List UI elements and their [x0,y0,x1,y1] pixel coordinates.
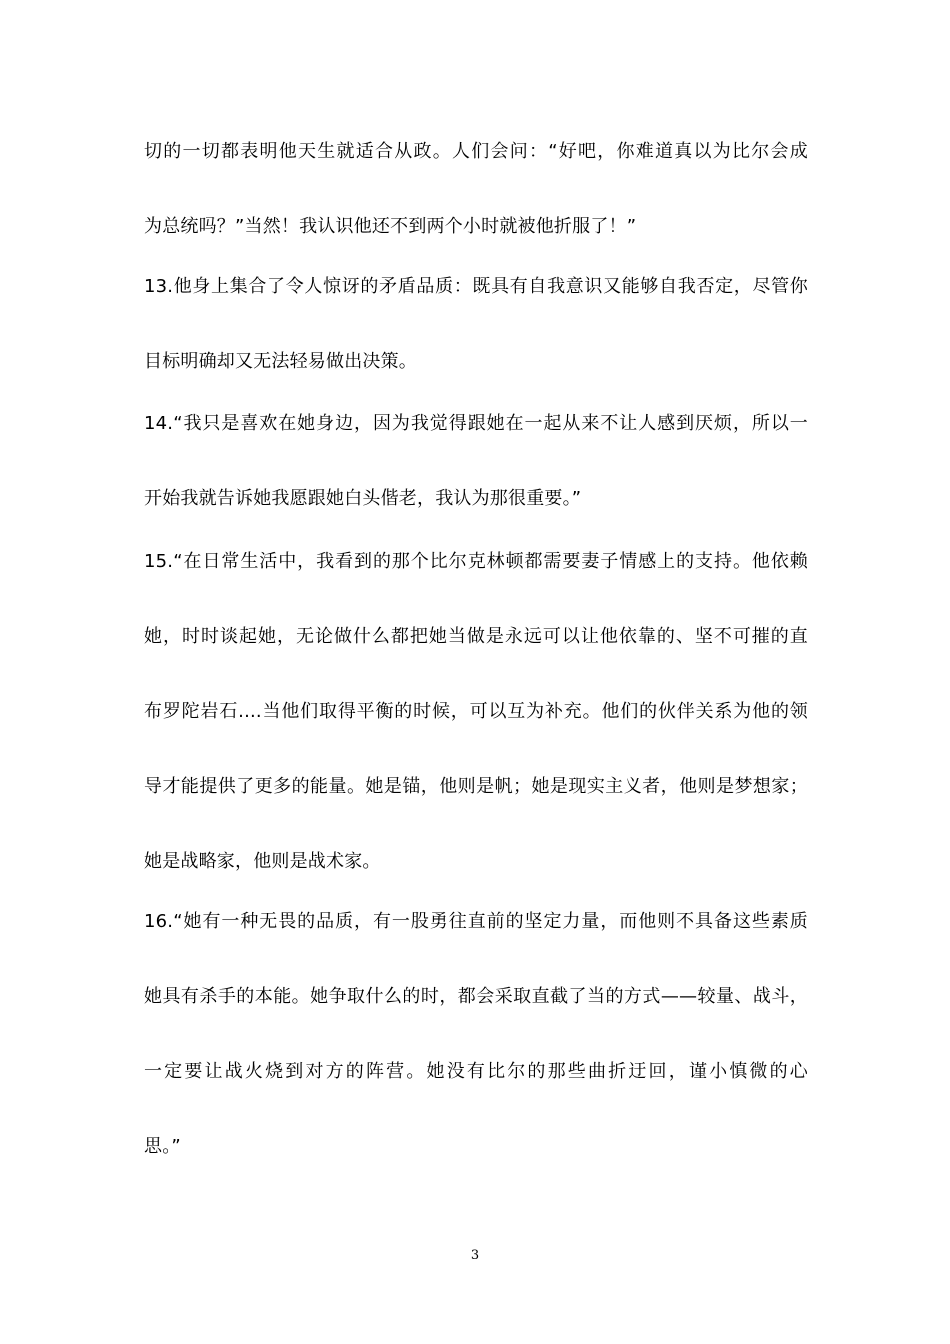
text-line-9: 布罗陀岩石....当他们取得平衡的时候，可以互为补充。他们的伙伴关系为他的领 [144,701,808,722]
text-line-1: 切的一切都表明他天生就适合从政。人们会问：“好吧，你难道真以为比尔会成 [144,141,808,162]
text-line-7: 15.“在日常生活中，我看到的那个比尔克林顿都需要妻子情感上的支持。他依赖 [144,551,808,572]
text-line-5: 14.“我只是喜欢在她身边，因为我觉得跟她在一起从来不让人感到厌烦，所以一 [144,413,808,434]
text-line-4: 目标明确却又无法轻易做出决策。 [144,351,417,372]
text-line-14: 一定要让战火烧到对方的阵营。她没有比尔的那些曲折迂回，谨小慎微的心 [144,1061,808,1082]
text-line-12: 16.“她有一种无畏的品质，有一股勇往直前的坚定力量，而他则不具备这些素质 [144,911,808,932]
text-line-3: 13.他身上集合了令人惊讶的矛盾品质：既具有自我意识又能够自我否定，尽管你 [144,276,808,297]
text-line-15: 思。” [144,1136,181,1157]
text-line-10: 导才能提供了更多的能量。她是锚，他则是帆；她是现实主义者，他则是梦想家； [144,776,808,797]
text-line-13: 她具有杀手的本能。她争取什么的时，都会采取直截了当的方式——较量、战斗， [144,986,808,1007]
text-line-8: 她，时时谈起她，无论做什么都把她当做是永远可以让他依靠的、坚不可摧的直 [144,626,808,647]
text-line-11: 她是战略家，他则是战术家。 [144,851,381,872]
text-line-6: 开始我就告诉她我愿跟她白头偕老，我认为那很重要。” [144,488,582,509]
page-number: 3 [470,1248,480,1263]
text-line-2: 为总统吗？”当然！我认识他还不到两个小时就被他折服了！” [144,216,637,237]
